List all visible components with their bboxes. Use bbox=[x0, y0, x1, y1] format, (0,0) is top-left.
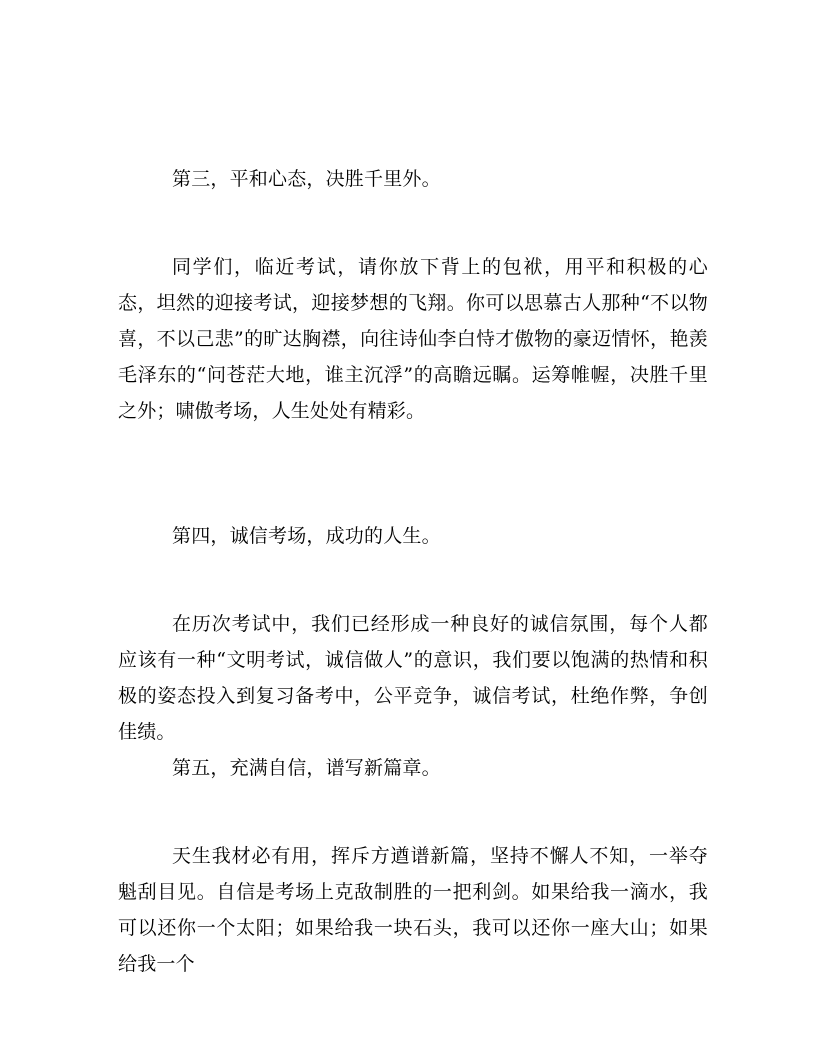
body-paragraph-confidence: 天生我材必有用，挥斥方遒谱新篇，坚持不懈人不知，一举夺魁刮目见。自信是考场上克敌制胜的一把利剑。如果给我一滴水，我可以还你一个太阳；如果给我一块石头，我可以还你一座大山；如果给我一个 bbox=[118, 845, 708, 975]
section-heading-fourth: 第四，诚信考场，成功的人生。 bbox=[172, 525, 441, 547]
body-paragraph-calm-mindset: 同学们，临近考试，请你放下背上的包袱，用平和积极的心态，坦然的迎接考试，迎接梦想的飞翔。你可以思慕古人那种“不以物喜，不以己悲”的旷达胸襟，向往诗仙李白恃才傲物的豪迈情怀，艳羡毛泽东的“问苍茫大地，谁主沉浮”的高瞻远瞩。运筹帷幄，决胜千里之外；啸傲考场，人生处处有精彩。 bbox=[118, 256, 708, 422]
section-heading-fifth: 第五，充满自信，谱写新篇章。 bbox=[172, 757, 441, 779]
section-heading-third: 第三，平和心态，决胜千里外。 bbox=[172, 168, 441, 190]
body-paragraph-integrity: 在历次考试中，我们已经形成一种良好的诚信氛围，每个人都应该有一种“文明考试，诚信做人”的意识，我们要以饱满的热情和积极的姿态投入到复习备考中，公平竞争，诚信考试，杜绝作弊，争创佳绩。 bbox=[118, 613, 708, 743]
